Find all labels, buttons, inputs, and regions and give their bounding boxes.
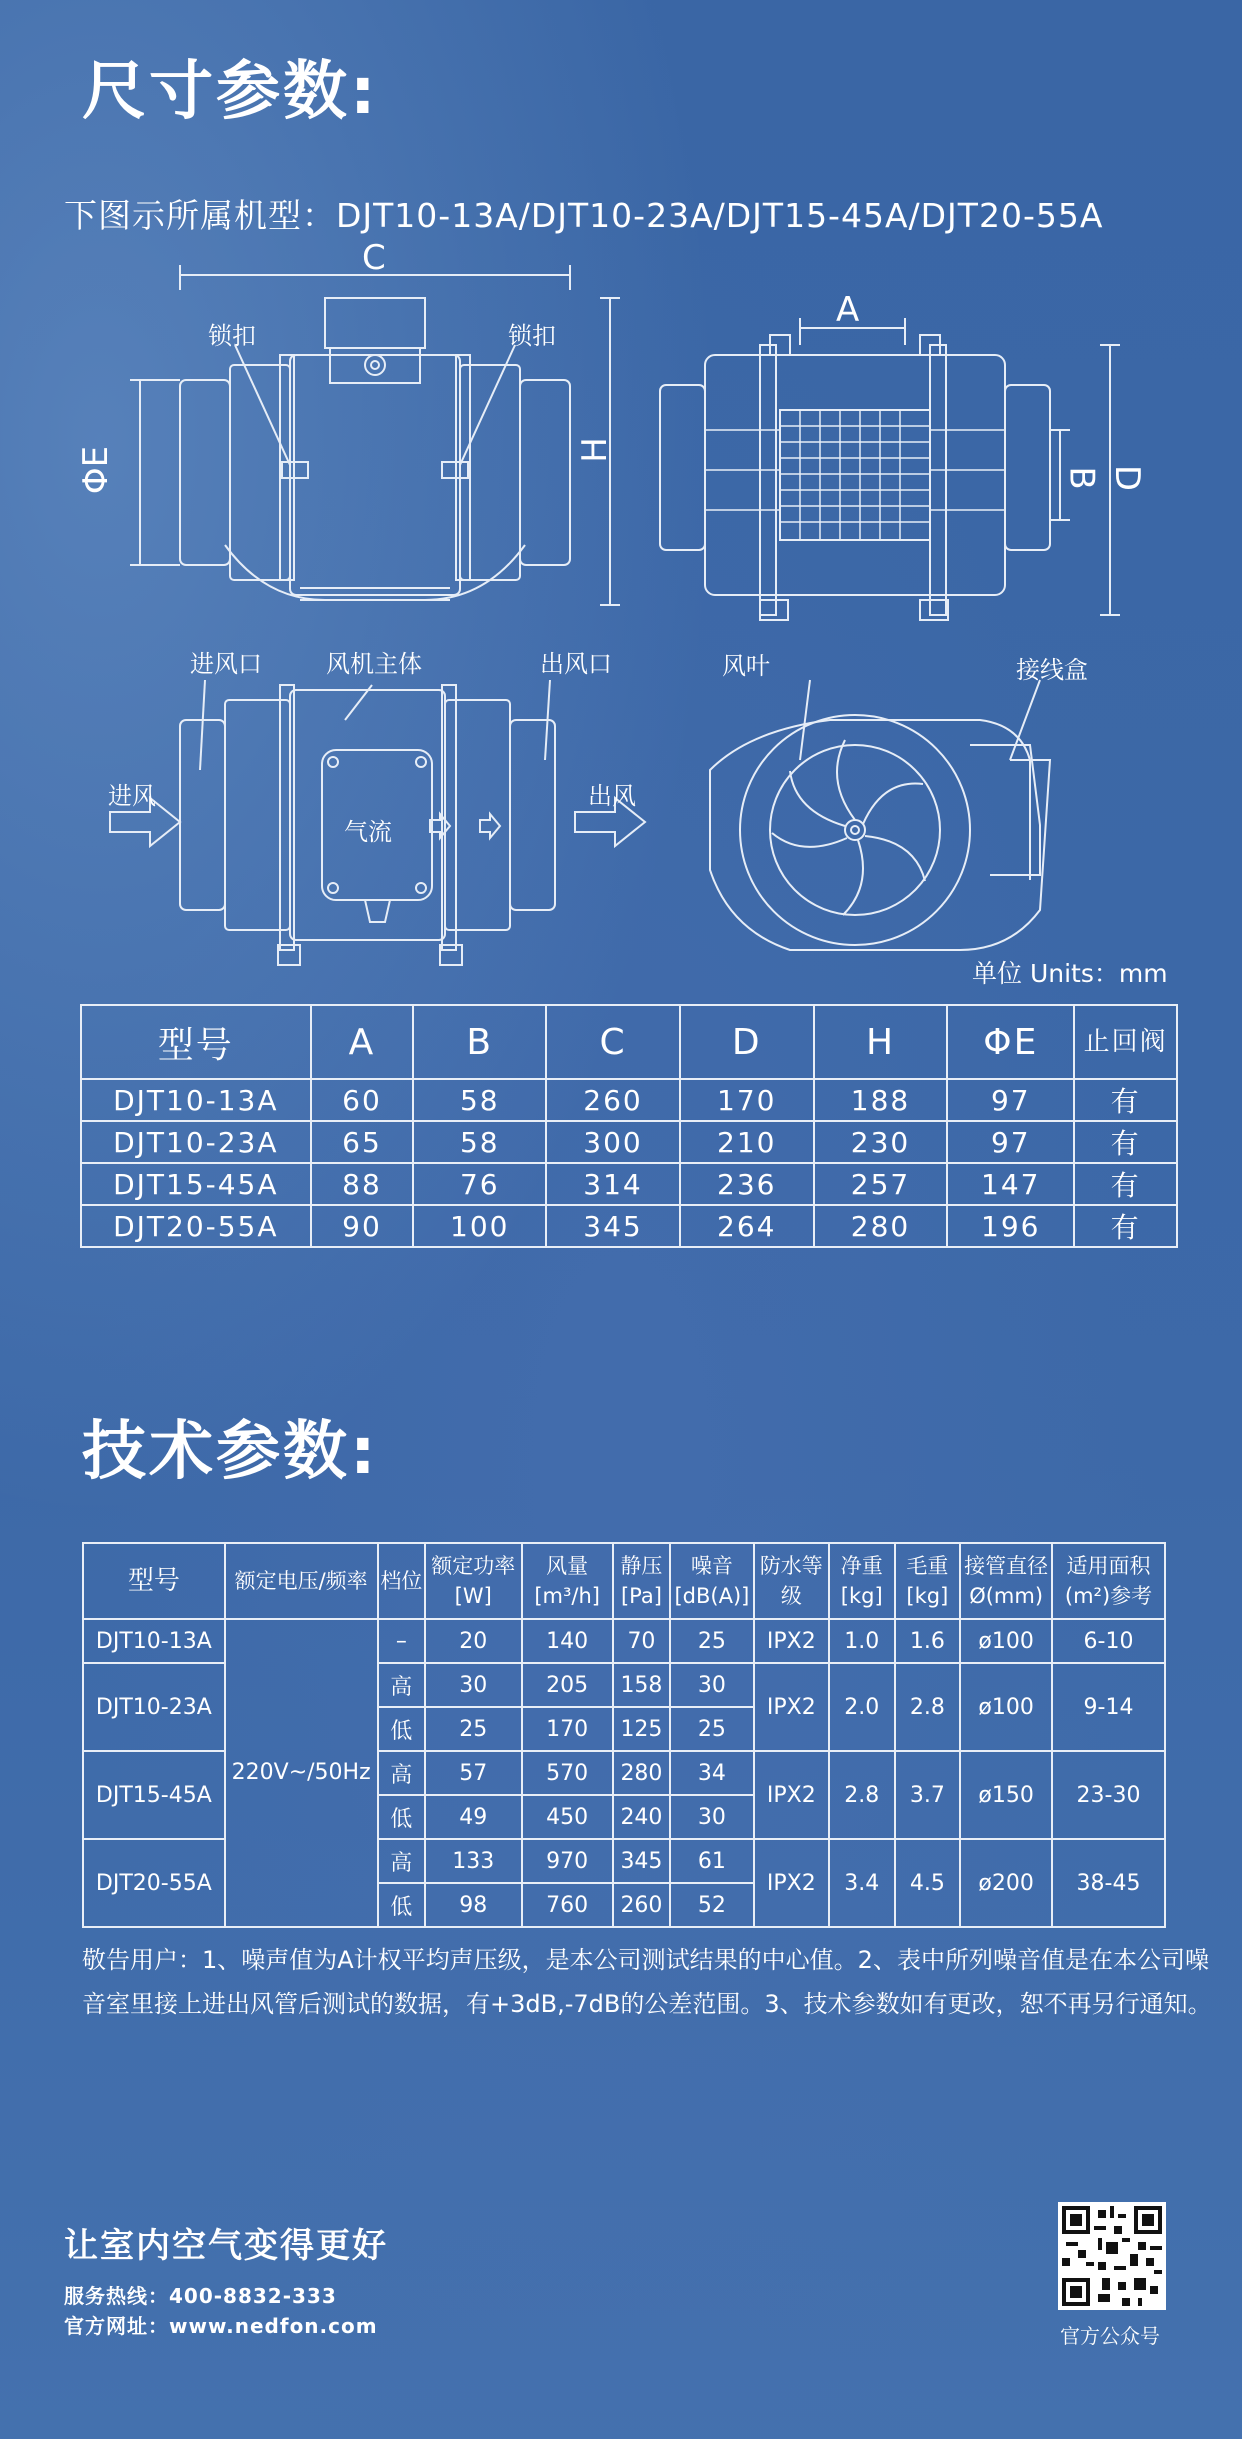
dim-header: 止回阀	[1074, 1005, 1177, 1079]
dim-cell: DJT10-23A	[81, 1121, 311, 1163]
label-h: H	[574, 437, 615, 463]
tech-cell: 98	[425, 1883, 522, 1927]
tech-cell: 205	[522, 1663, 613, 1707]
dim-cell: 60	[311, 1079, 414, 1121]
label-a: A	[836, 290, 860, 330]
tech-cell: 20	[425, 1619, 522, 1663]
tech-cell: ø200	[960, 1839, 1052, 1927]
tech-cell: 34	[670, 1751, 754, 1795]
dim-header: ΦE	[947, 1005, 1074, 1079]
qr-caption: 官方公众号	[1060, 2324, 1160, 2348]
tech-cell: 220V~/50Hz	[225, 1619, 378, 1927]
dim-table-row	[81, 1121, 1177, 1163]
dim-cell: 100	[413, 1205, 546, 1247]
tech-cell: IPX2	[754, 1663, 829, 1751]
tech-cell: 133	[425, 1839, 522, 1883]
dim-cell: 260	[546, 1079, 680, 1121]
dim-cell: 90	[311, 1205, 414, 1247]
tech-cell: 450	[522, 1795, 613, 1839]
dim-cell: 196	[947, 1205, 1074, 1247]
tech-cell: 30	[670, 1795, 754, 1839]
tech-header: 静压[Pa]	[613, 1543, 670, 1619]
tech-cell: DJT10-13A	[83, 1619, 225, 1663]
dim-cell: 170	[680, 1079, 814, 1121]
tech-cell: 61	[670, 1839, 754, 1883]
tech-header: 额定电压/频率	[225, 1543, 378, 1619]
unit-label: 单位 Units：mm	[972, 959, 1168, 988]
tech-cell: 2.8	[829, 1751, 895, 1839]
label-air-out: 出风	[588, 782, 636, 810]
tech-cell: 低	[378, 1883, 425, 1927]
label-inlet: 进风口	[190, 650, 262, 678]
notice-text: 敬告用户：1、噪声值为A计权平均声压级，是本公司测试结果的中心值。2、表中所列噪音值是在本公司噪音室里接上进出风管后测试的数据，有+3dB,-7dB的公差范围。3、技术参数如有更改，恕不再另行通知。	[82, 1946, 1212, 2018]
dim-cell: 314	[546, 1163, 680, 1205]
dim-table-row	[81, 1163, 1177, 1205]
tech-cell: 760	[522, 1883, 613, 1927]
dim-cell: 88	[311, 1163, 414, 1205]
tech-cell: DJT10-23A	[83, 1663, 225, 1751]
tech-header: 毛重[kg]	[895, 1543, 961, 1619]
dimensions-title: 尺寸参数:	[82, 55, 379, 129]
dim-cell: 236	[680, 1163, 814, 1205]
dim-cell: 65	[311, 1121, 414, 1163]
dim-cell: 有	[1074, 1079, 1177, 1121]
tech-cell: 4.5	[895, 1839, 961, 1927]
dim-cell: 76	[413, 1163, 546, 1205]
label-air-in: 进风	[108, 782, 156, 810]
dim-cell: 147	[947, 1163, 1074, 1205]
tech-cell: 高	[378, 1663, 425, 1707]
tech-cell: 高	[378, 1839, 425, 1883]
tech-table-row	[83, 1619, 1165, 1663]
label-blade: 风叶	[722, 652, 770, 680]
dim-cell: 97	[947, 1079, 1074, 1121]
tech-cell: ø100	[960, 1619, 1052, 1663]
label-phi-e: ΦE	[76, 445, 117, 495]
tech-cell: –	[378, 1619, 425, 1663]
tech-cell: IPX2	[754, 1619, 829, 1663]
tech-cell: 140	[522, 1619, 613, 1663]
models-line: 下图示所属机型：DJT10-13A/DJT10-23A/DJT15-45A/DJT20-55A	[64, 196, 1104, 235]
tech-cell: 260	[613, 1883, 670, 1927]
label-b: B	[1061, 466, 1102, 490]
tech-cell: 2.8	[895, 1663, 961, 1751]
tech-cell: IPX2	[754, 1751, 829, 1839]
tech-cell: 低	[378, 1707, 425, 1751]
dim-cell: DJT15-45A	[81, 1163, 311, 1205]
tech-cell: 158	[613, 1663, 670, 1707]
dim-cell: 有	[1074, 1163, 1177, 1205]
tech-cell: DJT15-45A	[83, 1751, 225, 1839]
tech-cell: DJT20-55A	[83, 1839, 225, 1927]
dim-header: 型号	[81, 1005, 311, 1079]
label-airflow: 气流	[344, 818, 392, 846]
dim-cell: 300	[546, 1121, 680, 1163]
tech-cell: 970	[522, 1839, 613, 1883]
dim-cell: 230	[814, 1121, 948, 1163]
tech-cell: 345	[613, 1839, 670, 1883]
tech-cell: 170	[522, 1707, 613, 1751]
tech-cell: 52	[670, 1883, 754, 1927]
tech-cell: 25	[670, 1619, 754, 1663]
dim-table-row	[81, 1079, 1177, 1121]
tech-header: 型号	[83, 1543, 225, 1619]
label-lock-left: 锁扣	[208, 322, 256, 350]
tech-table	[82, 1542, 1166, 1928]
end-view-drawing	[710, 680, 1050, 950]
dim-table-row	[81, 1205, 1177, 1247]
dim-cell: 58	[413, 1079, 546, 1121]
dim-header: D	[680, 1005, 814, 1079]
tech-header: 风量[m³/h]	[522, 1543, 613, 1619]
tech-cell: 9-14	[1052, 1663, 1165, 1751]
tech-header: 接管直径Ø(mm)	[960, 1543, 1052, 1619]
tech-cell: 高	[378, 1751, 425, 1795]
tech-cell: 3.7	[895, 1751, 961, 1839]
bottom-view-drawing	[660, 318, 1120, 620]
dim-cell: 264	[680, 1205, 814, 1247]
tech-cell: 125	[613, 1707, 670, 1751]
label-c: C	[362, 238, 386, 278]
dim-cell: 257	[814, 1163, 948, 1205]
tech-cell: IPX2	[754, 1839, 829, 1927]
tech-cell: 570	[522, 1751, 613, 1795]
tech-cell: 2.0	[829, 1663, 895, 1751]
label-outlet: 出风口	[540, 650, 612, 678]
dim-cell: DJT10-13A	[81, 1079, 311, 1121]
qr-code	[1058, 2202, 1166, 2310]
dim-cell: 有	[1074, 1205, 1177, 1247]
dimension-table	[80, 1004, 1178, 1248]
tech-cell: 1.0	[829, 1619, 895, 1663]
tech-cell: 30	[425, 1663, 522, 1707]
dim-header: H	[814, 1005, 948, 1079]
tech-header-row	[83, 1543, 1165, 1619]
dim-header: C	[546, 1005, 680, 1079]
tech-cell: ø100	[960, 1663, 1052, 1751]
dim-cell: 58	[413, 1121, 546, 1163]
tech-cell: 280	[613, 1751, 670, 1795]
tech-header: 噪音[dB(A)]	[670, 1543, 754, 1619]
dim-header: A	[311, 1005, 414, 1079]
label-d: D	[1107, 464, 1148, 492]
tech-cell: 低	[378, 1795, 425, 1839]
tech-header: 适用面积(m²)参考	[1052, 1543, 1165, 1619]
label-junction-box: 接线盒	[1016, 656, 1088, 684]
qr-code-icon	[1062, 2206, 1162, 2306]
tech-cell: 38-45	[1052, 1839, 1165, 1927]
tech-cell: 57	[425, 1751, 522, 1795]
tech-header: 防水等级	[754, 1543, 829, 1619]
tech-cell: 240	[613, 1795, 670, 1839]
hotline: 服务热线：400-8832-333	[64, 2284, 337, 2308]
dim-header: B	[413, 1005, 546, 1079]
tech-cell: 23-30	[1052, 1751, 1165, 1839]
tech-cell: 25	[670, 1707, 754, 1751]
dim-cell: 188	[814, 1079, 948, 1121]
dim-cell: DJT20-55A	[81, 1205, 311, 1247]
tech-cell: 6-10	[1052, 1619, 1165, 1663]
tech-cell: 70	[613, 1619, 670, 1663]
fan-drawings	[0, 230, 1242, 1010]
slogan: 让室内空气变得更好	[64, 2226, 388, 2266]
tech-title: 技术参数:	[82, 1415, 379, 1489]
tech-cell: ø150	[960, 1751, 1052, 1839]
dim-cell: 280	[814, 1205, 948, 1247]
tech-cell: 25	[425, 1707, 522, 1751]
tech-cell: 3.4	[829, 1839, 895, 1927]
dim-cell: 有	[1074, 1121, 1177, 1163]
website[interactable]: 官方网址：www.nedfon.com	[64, 2314, 378, 2338]
tech-header: 额定功率[W]	[425, 1543, 522, 1619]
dim-cell: 345	[546, 1205, 680, 1247]
tech-header: 净重[kg]	[829, 1543, 895, 1619]
tech-cell: 1.6	[895, 1619, 961, 1663]
dim-cell: 97	[947, 1121, 1074, 1163]
label-body: 风机主体	[326, 650, 422, 678]
dim-header-row	[81, 1005, 1177, 1079]
tech-cell: 30	[670, 1663, 754, 1707]
tech-header: 档位	[378, 1543, 425, 1619]
tech-cell: 49	[425, 1795, 522, 1839]
label-lock-right: 锁扣	[508, 322, 556, 350]
dim-cell: 210	[680, 1121, 814, 1163]
